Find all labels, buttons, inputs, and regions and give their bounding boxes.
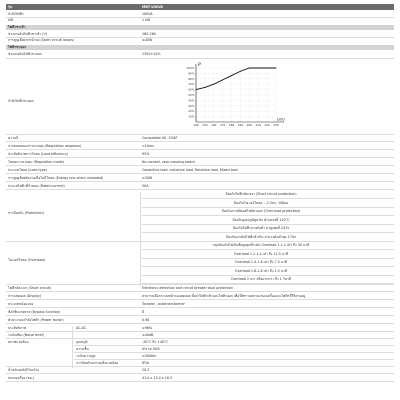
env-sub: AC-AC — [76, 325, 87, 330]
overload-text: Overload 2 เท่า หรือมากกว่า ถึง 1 วินาที — [231, 277, 291, 281]
spec-value: 0.98 — [142, 317, 150, 322]
protection-text: ป้องกันไฟฟ้าแรงดันต่ำ ค่าสูงสุดที่ 247v — [232, 226, 290, 230]
spec-value: Compatible 40 -70HZ — [142, 136, 178, 140]
spec-value: สามารถเลือกระบบหน้าจอแสดงผล ทั้งค่าไฟฟ้าเข้าและไฟฟ้าออก เพื่อให้ทราบสถานะของเครื่องและไฟฟ้าที่ใช้งานอยู่ — [142, 293, 306, 298]
spec-label: ช่วงแรงดันไฟฟ้าขาออก — [8, 52, 42, 56]
section-output — [6, 45, 394, 50]
env-value: ≤40dB — [142, 332, 154, 337]
data-point — [196, 89, 197, 90]
spec-value: มี — [142, 309, 145, 314]
spec-value: Electronic detection and circuit breaker dual protection — [142, 285, 233, 290]
spec-value: ≤40W — [142, 38, 153, 42]
env-sub: อุณหภูมิ — [76, 339, 88, 344]
spec-label: การตอบสนองการควบคุม (Regulation response) — [8, 144, 82, 148]
spec-value: Capacitive load, inductive load, Resistive load, Mixed load — [142, 168, 238, 172]
spec-value: 95% — [142, 152, 150, 156]
spec-value: 41.0 x 23.4 x 16.3 — [142, 375, 173, 380]
spec-label: ตัวประกอบกำลังไฟฟ้า (Power factor) — [8, 317, 64, 322]
overload-label: โอเวอร์โหลด (Overload) — [8, 258, 46, 262]
y-tick-label: 50% — [188, 93, 195, 97]
data-point — [249, 68, 250, 69]
x-tick-label: 230 — [273, 123, 279, 127]
x-axis-label: U(V) — [277, 117, 285, 122]
env-sub: ความชื้น — [76, 346, 89, 351]
data-point — [258, 68, 259, 69]
data-point — [213, 84, 214, 85]
x-tick-label: 190 — [237, 123, 244, 127]
spec-label: ช่วงแรงดันไฟฟ้าขาเข้า (V) — [8, 32, 47, 36]
data-point — [240, 71, 241, 72]
model-name: MBT-10KVA — [142, 5, 163, 9]
overload-text: กลุ่มป้องกันไฟเกินขีดสูงสุดที่ระดับ Overload 1-1.2 เท่า ถึง 30 นาที — [212, 243, 310, 247]
spec-label: การสูญเสียจากหน้าจอ (Open circuit losses) — [8, 38, 75, 42]
env-value: 0% to 90% — [142, 346, 160, 351]
spec-label: โหมดการควบคุม (Regulation mode) — [8, 160, 65, 164]
y-tick-label: 60% — [188, 87, 195, 92]
x-tick-label: 140 — [193, 123, 199, 127]
env-sub: ระดับความสูง — [76, 353, 96, 358]
x-tick-label: 160 — [211, 123, 217, 127]
protection-text: ป้องกันการอัพเดตไฟล์ขาออก (Over-load protection) — [221, 209, 301, 213]
header-label: รุ่น — [8, 5, 13, 9]
header-row — [6, 4, 394, 10]
spec-value: No contact, zero crossing switch — [142, 160, 196, 164]
spec-label: การสูญเสียพลังงานเมื่อไม่มีโหลด (Energy loss when unloaded) — [8, 176, 104, 180]
spec-label: ประเภทหม้อแปลง — [8, 301, 34, 306]
y-tick-label: 20% — [188, 109, 195, 114]
y-tick-label: 100% — [186, 66, 195, 70]
spec-label: ไฟฟ้าลัดวงจร (Short circuit) — [8, 285, 52, 290]
y-tick-label: 10% — [188, 114, 195, 119]
spec-value: 50A — [142, 184, 149, 188]
env-value: ≥96% — [142, 325, 153, 330]
spec-label: ความถี่ — [8, 136, 19, 140]
y-tick-label: 30% — [188, 103, 195, 108]
y-tick-label: 40% — [188, 98, 195, 103]
y-tick-label: 90% — [188, 71, 195, 76]
spec-label: การแสดงผล (Display) — [8, 293, 42, 298]
y-tick-label: 80% — [188, 76, 195, 81]
section-title: ไฟฟ้าขาเข้า — [8, 25, 26, 29]
spec-value: 20.3 — [142, 367, 150, 372]
overload-text: Overload 1.4-1.6 เท่า ถึง 7.5 นาที — [234, 260, 288, 264]
chart-label: กำลังไฟฟ้าขาออก — [8, 99, 34, 103]
spec-label: ประเภทโหลด (Load type) — [8, 168, 48, 172]
spec-label: น้ำหนักสุทธิ(กิโลกรัม) — [8, 367, 40, 372]
x-tick-label: 200 — [246, 123, 253, 127]
env-group: ระดับเสียง (Noise level) — [8, 332, 45, 337]
spec-value: 10KVA — [142, 12, 153, 16]
spec-value: 1 kW — [142, 18, 151, 22]
section-title: ไฟฟ้าขาออก — [8, 45, 27, 49]
x-tick-label: 180 — [228, 123, 235, 127]
spec-value: 165-260 — [142, 32, 156, 36]
spec-label: ฟังก์ชั่นบายพาส (Bypass function) — [8, 309, 61, 314]
x-tick-label: 210 — [255, 123, 261, 127]
protection-text: ป้องกันโอเวอร์โหลด : -2.5kv, 100μs — [233, 200, 289, 205]
data-point — [267, 68, 268, 69]
output-power-chart — [182, 60, 292, 132]
y-axis-label: P — [198, 63, 201, 68]
protection-text: ป้องกันแรงดันไฟฟ้าต่ำเกิน ค่าแรงดันต่ำสุด 170v — [226, 234, 296, 239]
overload-text: Overload 1.6-1.8 เท่า ถึง 1.5 นาที — [234, 268, 288, 273]
env-value: -20°C ถึง +40°C — [142, 339, 168, 344]
env-value: ≤3000m — [142, 353, 157, 358]
data-point — [276, 68, 277, 69]
protection-text: ป้องกันไฟฟ้าลัดวงจร (Short circuit protection) — [225, 192, 297, 196]
overload-text: Overload 1.2-1.4 เท่า ถึง 12.5 นาที — [233, 251, 289, 256]
spec-value: <10ms — [142, 144, 154, 148]
spec-label: กำลังไฟฟ้า — [8, 12, 24, 16]
y-tick-label: 70% — [188, 82, 195, 87]
env-sub: การป้องกันอากาศ/สิ่งแวดล้อม — [76, 360, 119, 365]
env-value: IP20 — [142, 360, 150, 365]
spec-label: ประสิทธิภาพการโหลด (Load efficiency) — [8, 152, 69, 156]
spec-label: ขนาดเครื่อง (ซม.) — [8, 375, 35, 380]
spec-label: กระแสไฟฟ้าที่กำหนด (Rated current) — [8, 184, 65, 188]
spec-label: kW — [8, 18, 14, 22]
section-input — [6, 25, 394, 30]
spec-value: 230V±10% — [142, 52, 161, 56]
x-tick-label: 150 — [202, 123, 208, 127]
protection-text: ป้องกันอุณหภูมิสูงเกิน ตำแหน่งที่ 120°C — [232, 217, 290, 222]
data-point — [222, 79, 223, 80]
protection-label: การป้องกัน (Protection) — [8, 211, 44, 215]
x-tick-label: 170 — [219, 123, 226, 127]
data-point — [231, 75, 232, 76]
data-point — [204, 87, 205, 88]
spec-value: Toroidal , autotransformer — [142, 301, 185, 306]
env-group: ประสิทธิภาพ — [8, 325, 27, 330]
x-tick-label: 220 — [264, 123, 270, 127]
spec-value: ≤30W — [142, 176, 153, 180]
env-group: สภาพแวดล้อม — [8, 339, 29, 344]
